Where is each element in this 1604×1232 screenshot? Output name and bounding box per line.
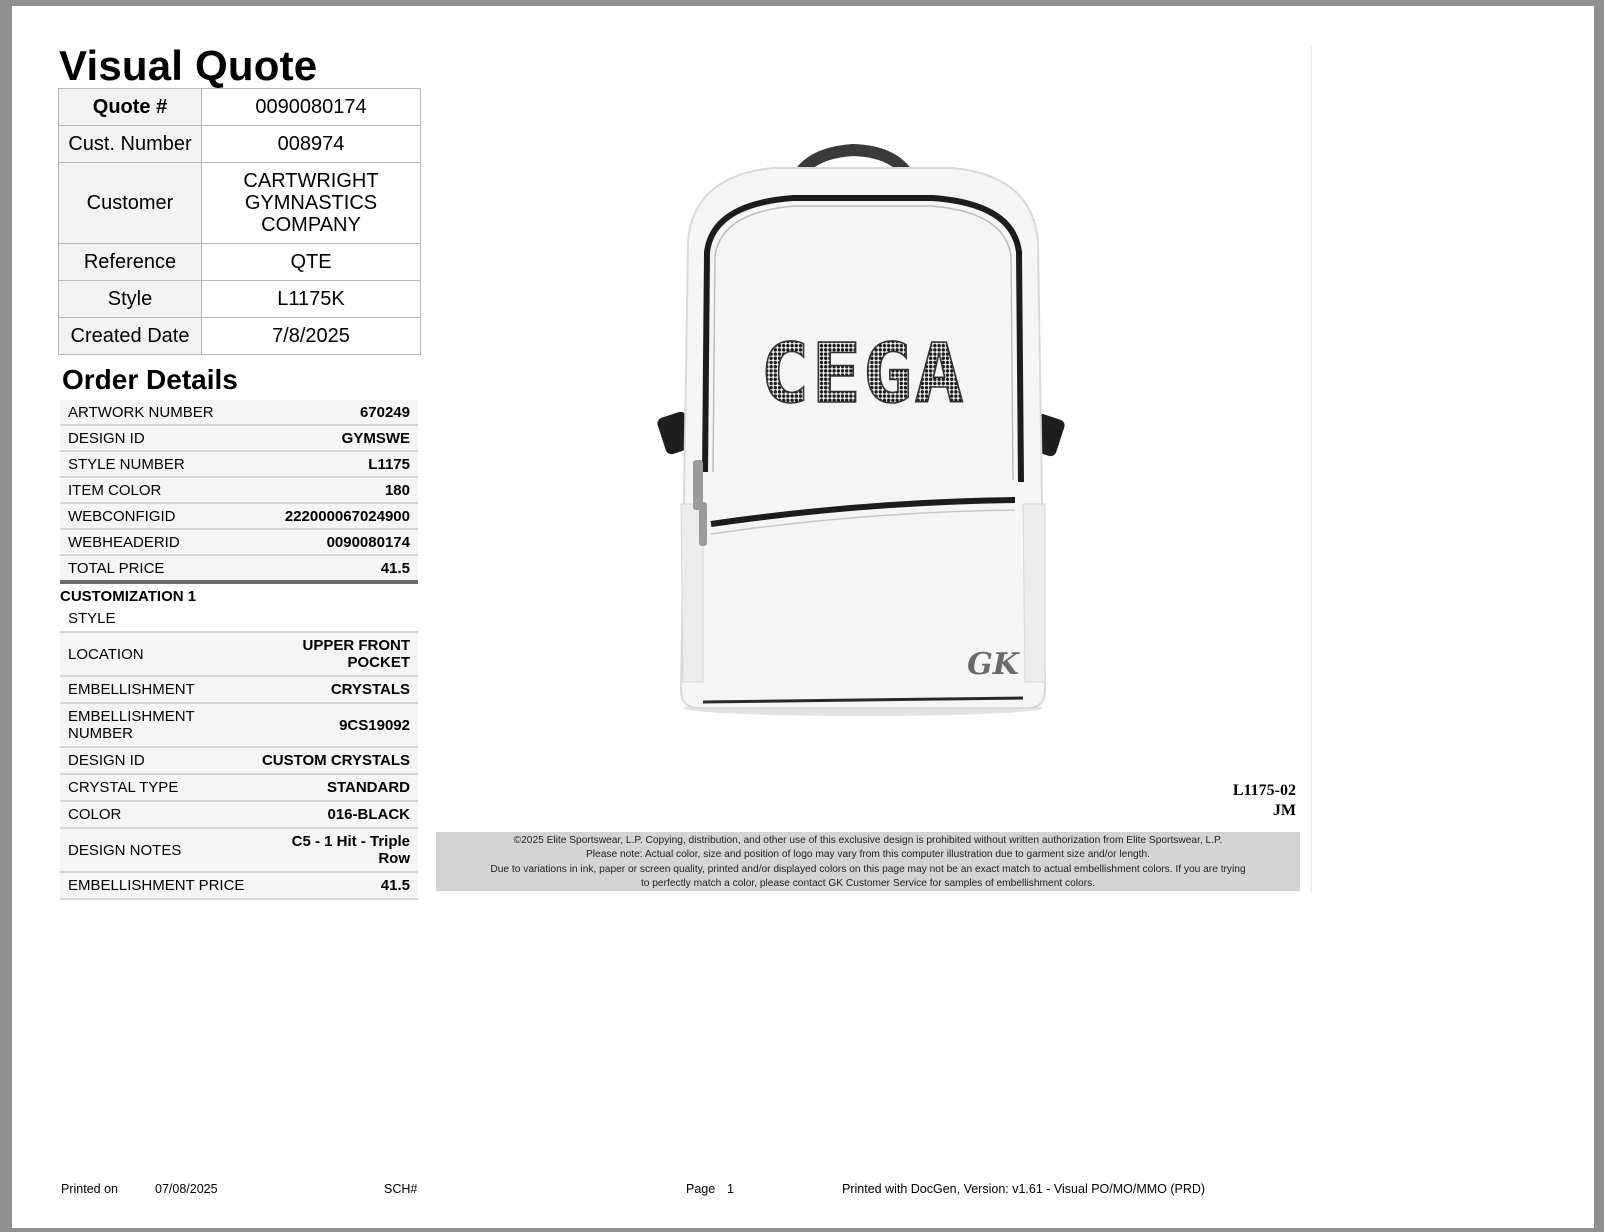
disclaimer-line: Please note: Actual color, size and position of logo may vary from this computer illustration due to garment size and/or length.: [585, 849, 1150, 861]
list-item: [60, 802, 418, 829]
embellishment-number-value: 9CS19092: [339, 716, 410, 734]
color-value: 016-BLACK: [327, 806, 410, 823]
order-details-list: [60, 400, 418, 900]
list-item: [60, 452, 418, 478]
list-item: [60, 829, 418, 873]
webconfigid-value: 222000067024900: [284, 507, 410, 525]
crystal-type-label: CRYSTAL TYPE: [68, 779, 179, 796]
table-row: [59, 281, 421, 318]
table-row: [59, 244, 421, 281]
total-price-label: TOTAL PRICE: [68, 559, 165, 577]
list-item: [60, 400, 418, 426]
embellishment-label: EMBELLISHMENT: [68, 681, 195, 698]
location-value: UPPER FRONT POCKET: [302, 637, 410, 671]
color-label: COLOR: [68, 806, 122, 823]
webconfigid-label: WEBCONFIGID: [68, 507, 176, 525]
table-row: [59, 126, 421, 163]
crystal-type-value: STANDARD: [326, 779, 410, 796]
list-item: [60, 606, 418, 633]
list-item: [60, 677, 418, 704]
table-row: [59, 163, 421, 244]
list-item: [60, 633, 418, 677]
artwork-number-value: 670249: [359, 403, 410, 421]
designer-initials: JM: [1272, 802, 1296, 819]
cust-design-id-value: CUSTOM CRYSTALS: [261, 752, 410, 769]
printed-on-label: Printed on: [61, 1182, 118, 1196]
embellishment-value: CRYSTALS: [330, 681, 410, 698]
style-number-value: L1175: [368, 455, 410, 473]
disclaimer-line: Due to variations in ink, paper or screen quality, printed and/or displayed colors on this page may not be an exact match to actual embellishment colors. If you are trying: [490, 863, 1246, 875]
design-stamp: [1172, 781, 1296, 821]
document-page: [12, 6, 1594, 1228]
created-date-label: Created Date: [59, 318, 202, 355]
style-label: Style: [59, 281, 202, 318]
design-code: L1175-02: [1232, 782, 1296, 799]
page-number: 1: [727, 1182, 734, 1196]
list-item: [60, 556, 418, 584]
backpack-artwork: [643, 142, 1083, 722]
design-id-label: DESIGN ID: [68, 429, 145, 447]
list-item: [60, 748, 418, 775]
disclaimer-box: [436, 832, 1300, 891]
embellishment-price-label: EMBELLISHMENT PRICE: [68, 877, 245, 894]
quote-summary-table: [58, 88, 421, 355]
cust-style-label: STYLE: [68, 610, 116, 627]
list-item: [60, 426, 418, 452]
order-details-title: Order Details: [62, 364, 238, 395]
created-date-value: 7/8/2025: [202, 318, 421, 355]
page-label: Page: [686, 1182, 716, 1196]
design-notes-label: DESIGN NOTES: [68, 841, 182, 859]
customer-label: Customer: [59, 163, 202, 244]
customer-value: CARTWRIGHT GYMNASTICS COMPANY: [202, 163, 421, 244]
style-value: L1175K: [202, 281, 421, 318]
embellishment-price-value: 41.5: [380, 877, 410, 894]
sch-label: SCH#: [384, 1182, 418, 1196]
item-color-label: ITEM COLOR: [68, 481, 162, 499]
reference-value: QTE: [202, 244, 421, 281]
list-item: [60, 530, 418, 556]
printed-on-date: 07/08/2025: [155, 1182, 218, 1196]
location-label: LOCATION: [68, 645, 144, 663]
list-item: [60, 478, 418, 504]
customization-heading: CUSTOMIZATION 1: [60, 588, 197, 605]
list-item: [60, 504, 418, 530]
table-row: [59, 89, 421, 126]
table-row: [59, 318, 421, 355]
reference-label: Reference: [59, 244, 202, 281]
style-number-label: STYLE NUMBER: [68, 455, 185, 473]
design-id-value: GYMSWE: [341, 429, 410, 447]
gk-logo-mark: GK: [967, 647, 1019, 682]
list-item: [60, 873, 418, 900]
cust-number-value: 008974: [202, 126, 421, 163]
divider: [1311, 46, 1312, 894]
disclaimer-line: to perfectly match a color, please contact GK Customer Service for samples of embellishment colors.: [640, 877, 1096, 889]
quote-number-label: Quote #: [59, 89, 202, 126]
document-title: Visual Quote: [59, 42, 318, 89]
webheaderid-label: WEBHEADERID: [68, 533, 180, 551]
item-color-value: 180: [384, 481, 410, 499]
artwork-number-label: ARTWORK NUMBER: [68, 403, 214, 421]
list-item: [60, 704, 418, 748]
cust-design-id-label: DESIGN ID: [68, 752, 145, 769]
quote-number-value: 0090080174: [202, 89, 421, 126]
webheaderid-value: 0090080174: [326, 533, 410, 551]
disclaimer-line: ©2025 Elite Sportswear, L.P. Copying, distribution, and other use of this exclusive design is prohibited without written authorization from Elite Sportswear, L.P.: [513, 835, 1223, 846]
embellishment-number-label: EMBELLISHMENT NUMBER: [68, 708, 195, 742]
docgen-version: Printed with DocGen, Version: v1.61 - Visual PO/MO/MMO (PRD): [842, 1182, 1206, 1196]
total-price-value: 41.5: [380, 559, 410, 577]
crystal-design-text: CEGA: [760, 327, 966, 422]
design-notes-value: C5 - 1 Hit - Triple Row: [291, 833, 410, 867]
list-item: [60, 775, 418, 802]
cust-number-label: Cust. Number: [59, 126, 202, 163]
